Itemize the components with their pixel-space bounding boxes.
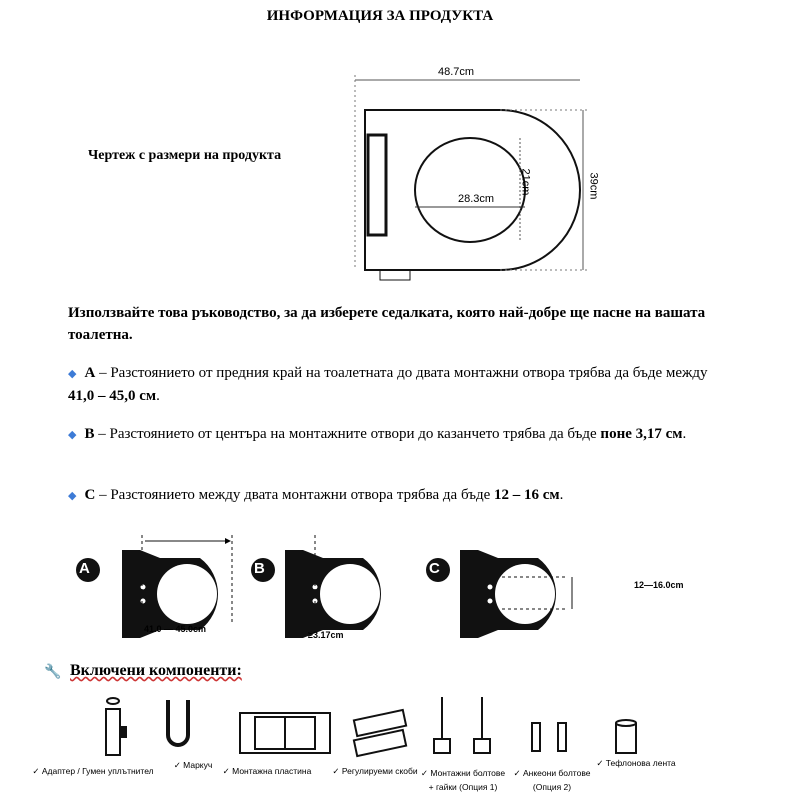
- rule-a: ◆ A – Разстоянието от предния край на тоалетната до двата монтажни отвора трябва да бъде между 41,0 – 45,0 см.: [68, 365, 708, 404]
- bullet-diamond-icon: ◆: [68, 368, 77, 380]
- length-dimension: 48.7cm: [438, 66, 475, 78]
- page-title: ИНФОРМАЦИЯ ЗА ПРОДУКТА: [266, 8, 494, 24]
- diagram-c: [426, 550, 572, 638]
- mounting-plate-icon: [240, 713, 330, 753]
- inner-width-dimension: 21cm: [519, 168, 532, 196]
- diagram-b-label: ≥3.17cm: [308, 630, 344, 640]
- component-adapter: ✓ Адаптер / Гумен уплътнител: [32, 766, 154, 776]
- component-mounting-plate: ✓ Монтажна пластина: [222, 766, 312, 776]
- bullet-diamond-icon: ◆: [68, 429, 77, 441]
- inner-length-dimension: 28.3cm: [458, 193, 495, 205]
- product-dimension-drawing: [350, 60, 610, 300]
- diagram-a: [76, 535, 232, 638]
- wrench-icon: 🔧: [44, 665, 62, 680]
- diagram-b-letter: B: [254, 560, 265, 577]
- bullet-diamond-icon: ◆: [68, 490, 77, 502]
- brackets-icon: [354, 710, 406, 756]
- diagram-a-letter: A: [79, 560, 90, 577]
- component-bolts: ✓ Монтажни болтове + гайки (Опция 1): [420, 768, 506, 792]
- component-hose: ✓ Маркуч: [173, 760, 213, 770]
- components-illustrations: [90, 695, 650, 760]
- width-dimension: 39cm: [587, 172, 600, 200]
- component-teflon-tape: ✓ Тефлонова лента: [596, 758, 676, 768]
- diagram-a-label: 41.0 — 45.0cm: [144, 624, 207, 634]
- rule-b: ◆ B – Разстоянието от центъра на монтажните отвори до казанчето трябва да бъде поне 3,17 см.: [68, 426, 687, 442]
- components-title: Включени компоненти:: [70, 662, 242, 679]
- diagram-b: [251, 535, 381, 638]
- component-brackets: ✓ Регулируеми скоби: [332, 766, 418, 776]
- adapter-icon: [106, 698, 126, 755]
- drawing-label: Чертеж с размери на продукта: [88, 148, 282, 163]
- rule-c: ◆ C – Разстоянието между двата монтажни отвора трябва да бъде 12 – 16 см.: [68, 487, 564, 503]
- anchor-bolts-icon: [532, 723, 566, 751]
- hose-icon: [168, 700, 188, 745]
- teflon-tape-icon: [616, 720, 636, 753]
- diagram-c-letter: C: [429, 560, 440, 577]
- diagram-c-label: 12—16.0cm: [634, 580, 684, 590]
- bolts-icon: [434, 697, 490, 753]
- component-anchor-bolts: ✓ Анкеони болтове (Опция 2): [513, 768, 591, 792]
- intro-text: Използвайте това ръководство, за да изберете седалката, която най-добре ще пасне на вашата тоалетна.: [68, 305, 706, 343]
